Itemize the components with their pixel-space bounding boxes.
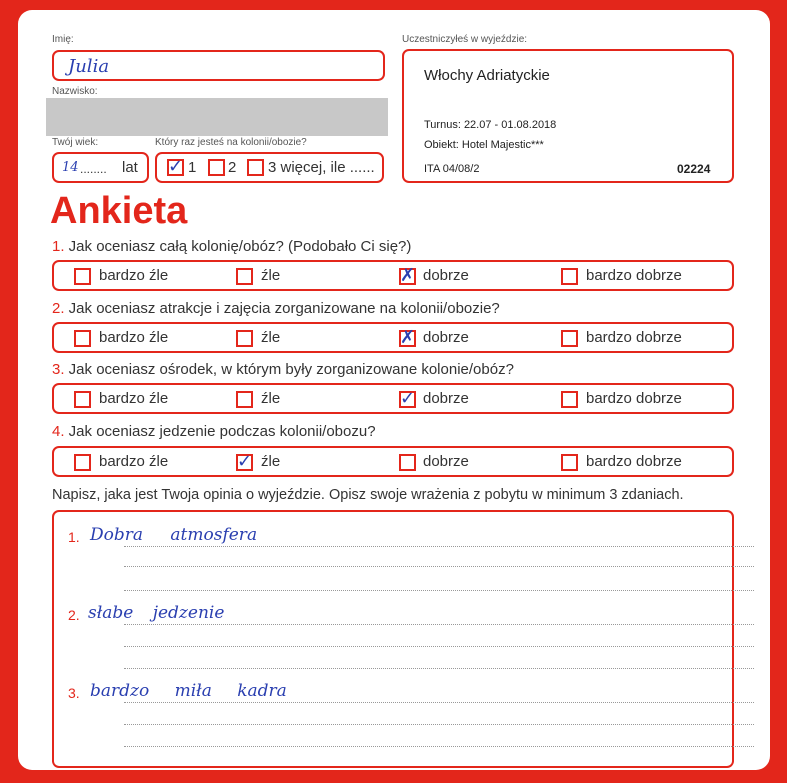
trip-hotel: Obiekt: Hotel Majestic*** — [424, 139, 544, 151]
question-3: 3. Jak oceniasz ośrodek, w którym były zorganizowane kolonie/obóz? — [52, 361, 514, 378]
q2-option-label: źle — [261, 329, 281, 346]
q4-option-label: bardzo dobrze — [586, 453, 682, 470]
answer-1-number: 1. — [68, 529, 80, 545]
trip-turnus: Turnus: 22.07 - 01.08.2018 — [424, 119, 557, 131]
surname-label: Nazwisko: — [52, 86, 98, 97]
name-value: Julia — [68, 56, 110, 77]
answer-2-text: słabe jedzenie — [88, 603, 225, 623]
q1-checkbox-bardzo-zle[interactable] — [74, 268, 91, 285]
name-field[interactable] — [52, 50, 385, 81]
ruled-line — [124, 668, 754, 669]
q4-checkbox-dobrze[interactable] — [399, 454, 416, 471]
q2-checkbox-bardzo-zle[interactable] — [74, 330, 91, 347]
which-time-field — [155, 152, 384, 183]
ruled-line — [124, 624, 754, 625]
q2-checkbox-bardzo-dobrze[interactable] — [561, 330, 578, 347]
trip-number: 02224 — [677, 162, 711, 176]
ruled-line — [124, 702, 754, 703]
q2-option-label: bardzo źle — [99, 329, 169, 346]
q4-checkbox-zle[interactable] — [236, 451, 253, 472]
ruled-line — [124, 590, 754, 591]
check-mark-icon: ✓ — [237, 451, 253, 472]
trip-destination: Włochy Adriatyckie — [424, 67, 550, 84]
question-1: 1. Jak oceniasz całą kolonię/obóz? (Podobało Ci się?) — [52, 238, 412, 255]
name-label: Imię: — [52, 34, 74, 45]
q1-option-label: dobrze — [423, 267, 469, 284]
surname-redacted — [46, 98, 388, 136]
ruled-line — [124, 746, 754, 747]
age-label: Twój wiek: — [52, 137, 99, 148]
which-time-label: Który raz jesteś na kolonii/obozie? — [155, 137, 307, 148]
age-field[interactable] — [52, 152, 149, 183]
q1-option-label: bardzo źle — [99, 267, 169, 284]
survey-sheet — [18, 10, 770, 770]
q4-option-label: bardzo źle — [99, 453, 169, 470]
q2-option-label: dobrze — [423, 329, 469, 346]
question-3-options — [52, 383, 734, 414]
which-time-option-3: 3 więcej, ile ...... — [268, 159, 375, 176]
trip-label: Uczestniczyłeś w wyjeździe: — [402, 34, 528, 45]
question-1-options — [52, 260, 734, 291]
which-time-checkbox-3[interactable] — [247, 159, 264, 176]
age-dots: ........ — [80, 162, 107, 176]
q2-checkbox-dobrze[interactable] — [399, 327, 416, 348]
q3-checkbox-dobrze[interactable] — [399, 388, 416, 409]
q1-option-label: bardzo dobrze — [586, 267, 682, 284]
q2-checkbox-zle[interactable] — [236, 330, 253, 347]
ruled-line — [124, 646, 754, 647]
age-value: 14 — [62, 160, 79, 175]
q1-checkbox-bardzo-dobrze[interactable] — [561, 268, 578, 285]
q4-option-label: dobrze — [423, 453, 469, 470]
q3-checkbox-bardzo-zle[interactable] — [74, 391, 91, 408]
check-mark-icon: ✓ — [400, 388, 416, 409]
cross-mark-icon: ✗ — [400, 265, 416, 286]
ruled-line — [124, 724, 754, 725]
q1-checkbox-zle[interactable] — [236, 268, 253, 285]
opinion-box[interactable] — [52, 510, 734, 768]
which-time-option-2: 2 — [228, 159, 237, 176]
answer-2-number: 2. — [68, 607, 80, 623]
question-2-options — [52, 322, 734, 353]
q4-checkbox-bardzo-dobrze[interactable] — [561, 454, 578, 471]
q1-option-label: źle — [261, 267, 281, 284]
q3-checkbox-zle[interactable] — [236, 391, 253, 408]
which-time-option-1: 1 — [188, 159, 197, 176]
q4-option-label: źle — [261, 453, 281, 470]
answer-3-number: 3. — [68, 685, 80, 701]
question-2: 2. Jak oceniasz atrakcje i zajęcia zorganizowane na kolonii/obozie? — [52, 300, 500, 317]
which-time-checkbox-2[interactable] — [208, 159, 225, 176]
ruled-line — [124, 566, 754, 567]
trip-code: ITA 04/08/2 — [424, 163, 480, 175]
opinion-prompt: Napisz, jaka jest Twoja opinia o wyjeździe. Opisz swoje wrażenia z pobytu w minimum 3 zdaniach. — [52, 487, 684, 503]
ruled-line — [124, 546, 754, 547]
trip-info-box — [402, 49, 734, 183]
q4-checkbox-bardzo-zle[interactable] — [74, 454, 91, 471]
check-mark-icon: ✓ — [168, 156, 184, 177]
cross-mark-icon: ✗ — [400, 327, 416, 348]
which-time-checkbox-1[interactable] — [167, 156, 184, 177]
q2-option-label: bardzo dobrze — [586, 329, 682, 346]
q3-option-label: bardzo źle — [99, 390, 169, 407]
q3-option-label: bardzo dobrze — [586, 390, 682, 407]
age-unit: lat — [122, 159, 138, 176]
q3-option-label: dobrze — [423, 390, 469, 407]
q3-option-label: źle — [261, 390, 281, 407]
q3-checkbox-bardzo-dobrze[interactable] — [561, 391, 578, 408]
q1-checkbox-dobrze[interactable] — [399, 265, 416, 286]
question-4-options — [52, 446, 734, 477]
answer-1-text: Dobra atmosfera — [90, 525, 258, 545]
survey-title: Ankieta — [50, 190, 188, 232]
question-4: 4. Jak oceniasz jedzenie podczas kolonii/obozu? — [52, 423, 376, 440]
answer-3-text: bardzo miła kadra — [90, 681, 287, 701]
